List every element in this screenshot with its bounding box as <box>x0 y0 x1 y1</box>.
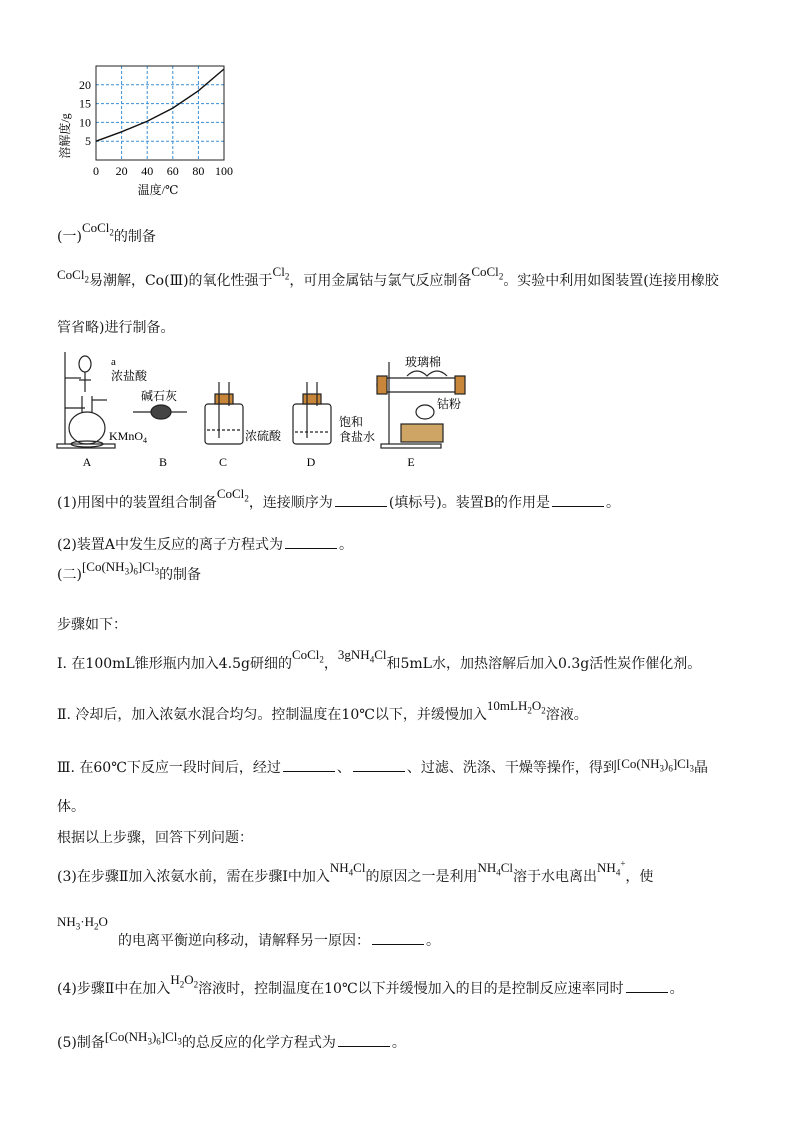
apparatus-diagram <box>55 352 462 474</box>
answer-blank[interactable] <box>372 932 424 945</box>
plot-frame <box>96 66 224 160</box>
x-tick-label: 60 <box>166 164 179 178</box>
label-B: B <box>158 455 168 469</box>
chart-y-label: 溶解度/g <box>58 113 72 159</box>
label-A: A <box>82 455 92 469</box>
steps-title: 步骤如下： <box>57 617 127 633</box>
apparatus-c <box>205 382 243 444</box>
question-5: (5)制备$[Co(NH_3)_6]Cl_3$的总反应的化学方程式为 。 <box>57 1029 406 1051</box>
question-1: (1)用图中的装置组合制备CoCl$_2$，连接顺序为 (填标号)。装置B的作用是 。 <box>57 486 621 511</box>
answer-blank[interactable] <box>552 494 604 507</box>
label-kmno4: KMnO$_4$ <box>109 429 148 445</box>
answer-intro: 根据以上步骤，回答下列问题： <box>57 830 253 846</box>
section2-heading: (二)$[Co(NH_3)_6]Cl_3$的制备 <box>57 559 202 583</box>
x-tick-label: 0 <box>93 164 99 178</box>
chart-grid <box>96 66 224 160</box>
intro-line2: 管省略)进行制备。 <box>57 320 175 336</box>
section1-number: (一) <box>57 229 82 245</box>
y-tick-label: 15 <box>79 96 91 111</box>
section1-heading <box>57 220 156 247</box>
apparatus-b <box>133 405 187 419</box>
label-C: C <box>218 455 228 469</box>
answer-blank[interactable] <box>338 1034 390 1047</box>
x-tick-label: 40 <box>141 164 154 178</box>
answer-blank[interactable] <box>626 980 668 993</box>
step-3-cont: 体。 <box>57 799 85 815</box>
question-3-cont: 的电离平衡逆向移动，请解释另一原因： 。 <box>118 933 440 949</box>
complex-formula: $[Co(NH_3)_6]Cl_3$ <box>81 559 160 577</box>
solubility-curve <box>96 69 224 141</box>
label-h2so4: 浓硫酸 <box>245 429 282 443</box>
chart-ticks <box>79 78 233 178</box>
intro-line1: CoCl$_2$易潮解，Co(Ⅲ)的氧化性强于$Cl_2$，可用金属钴与氯气反应制备CoCl$_2$。实验中利用如图装置(连接用橡胶 <box>57 264 719 289</box>
question-4: (4)步骤Ⅱ中在加入$H_2O_2$溶液时，控制温度在10℃以下并缓慢加入的目的是控制反应速率同时 。 <box>57 972 684 997</box>
chart-series <box>96 69 224 141</box>
x-tick-label: 80 <box>192 164 205 178</box>
apparatus-a <box>57 352 115 448</box>
label-D: D <box>306 455 316 469</box>
label-wool: 玻璃棉 <box>405 355 442 369</box>
answer-blank[interactable] <box>353 759 405 772</box>
answer-blank[interactable] <box>283 759 335 772</box>
answer-blank[interactable] <box>335 494 387 507</box>
question-2: (2)装置A中发生反应的离子方程式为 。 <box>57 537 353 553</box>
step-3: Ⅲ. 在60℃下反应一段时间后，经过 、 、过滤、洗涤、干燥等操作，得到$[Co(NH_3)_6]Cl_3$晶 <box>57 756 708 776</box>
label-a-mark: a <box>111 356 116 368</box>
y-tick-label: 20 <box>79 77 91 92</box>
section1-suffix: 的制备 <box>113 229 156 245</box>
question-3: (3)在步骤Ⅱ加入浓氨水前，需在步骤Ⅰ中加入$NH_4Cl$的原因之一是利用$NH_4Cl$溶于水电离出$NH_4^+$，使 <box>57 858 654 885</box>
section1-formula: CoCl$_2$ <box>81 220 114 238</box>
chart-x-label: 温度/℃ <box>137 183 179 197</box>
label-lime: 碱石灰 <box>141 389 178 403</box>
solubility-chart <box>55 60 245 200</box>
apparatus-d <box>293 382 331 444</box>
step-2: Ⅱ. 冷却后，加入浓氨水混合均匀。控制温度在10℃以下，并缓慢加入$10mLH_2O_2$溶液。 <box>57 698 588 723</box>
y-tick-label: 5 <box>85 134 91 149</box>
question-3-formula: $NH_3\cdot H_2O$ <box>57 914 108 932</box>
x-tick-label: 100 <box>215 164 233 178</box>
label-E: E <box>407 455 415 469</box>
x-tick-label: 20 <box>115 164 128 178</box>
label-brine-1: 饱和 <box>339 415 364 429</box>
label-co: 钴粉 <box>437 397 462 411</box>
label-brine-2: 食盐水 <box>339 430 376 444</box>
chart-axes <box>96 66 224 160</box>
y-tick-label: 10 <box>79 115 91 130</box>
step-1: Ⅰ. 在100mL锥形瓶内加入4.5g研细的CoCl$_2$，3gNH$_4$Cl和5mL水，加热溶解后加入0.3g活性炭作催化剂。 <box>57 647 702 672</box>
label-hcl: 浓盐酸 <box>111 369 148 383</box>
answer-blank[interactable] <box>285 536 337 549</box>
